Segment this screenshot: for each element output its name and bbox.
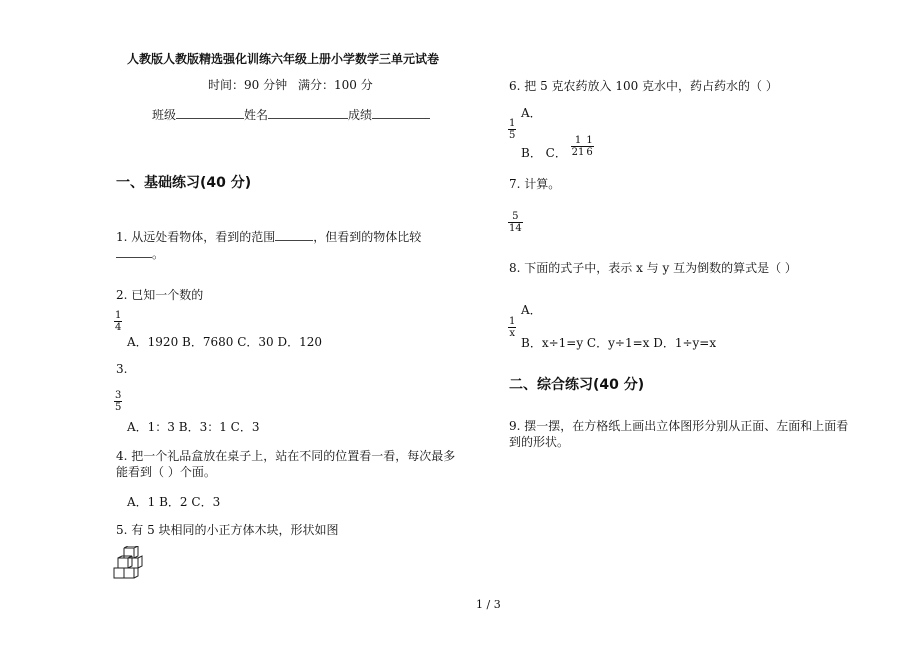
- question-2-fraction: [114, 310, 122, 333]
- cubes-figure: [112, 546, 152, 582]
- question-6-option-a: A．: [521, 106, 542, 120]
- question-8-option-a: A．: [521, 303, 542, 317]
- question-1-text-c: 。: [152, 247, 165, 261]
- fraction-numerator: 1: [509, 316, 516, 327]
- question-7-fraction: [508, 211, 523, 234]
- name-label: 姓名: [244, 108, 269, 122]
- section-heading-2: 二、综合练习(40 分): [509, 377, 645, 393]
- question-6: 6. 把 5 克农药放入 100 克水中，药占药水的（ ）: [509, 79, 778, 93]
- fraction-numerator: 1: [586, 135, 593, 146]
- fraction-numerator: 1: [509, 118, 516, 129]
- grade-label: 成绩: [348, 108, 373, 122]
- fraction-denominator: 5: [509, 130, 516, 141]
- question-1-text-b: ，但看到的物体比较: [313, 230, 422, 244]
- question-6-fraction-a: [508, 118, 516, 141]
- question-2: 2. 已知一个数的: [116, 288, 204, 302]
- class-label: 班级: [152, 108, 177, 122]
- question-1: [116, 228, 421, 245]
- section-heading-1: 一、基础练习(40 分): [116, 175, 252, 191]
- question-1-text-a: 1. 从远处看物体，看到的范围: [116, 230, 276, 244]
- exam-time: 时间：90 分钟: [208, 78, 288, 92]
- student-info-row: [152, 106, 430, 123]
- question-3: 3.: [116, 362, 128, 376]
- stacked-cubes-icon: [112, 546, 152, 582]
- question-1-blank-2[interactable]: [116, 245, 152, 258]
- question-1-line2: [116, 245, 164, 262]
- grade-blank[interactable]: [372, 106, 430, 119]
- fraction-denominator: 4: [115, 322, 122, 333]
- question-7: 7. 计算。: [509, 177, 561, 191]
- class-blank[interactable]: [176, 106, 244, 119]
- fraction-denominator: 5: [115, 402, 122, 413]
- fraction-numerator: 5: [508, 211, 523, 223]
- question-6-options-bc: [521, 135, 594, 161]
- question-4-line2: 能看到（ ）个面。: [116, 465, 216, 479]
- exam-score: 满分：100 分: [298, 78, 373, 92]
- question-8-fraction-a: [508, 316, 516, 339]
- question-9-line2: 到的形状。: [509, 435, 570, 449]
- question-4-line1: 4. 把一个礼品盒放在桌子上，站在不同的位置看一看，每次最多: [116, 449, 456, 463]
- question-4-options: A．1 B．2 C．3: [127, 495, 221, 509]
- question-8: 8. 下面的式子中，表示 x 与 y 互为倒数的算式是（ ）: [509, 261, 797, 275]
- question-6-bc-label: B． C．: [521, 146, 567, 160]
- page-number: 1 / 3: [476, 598, 501, 611]
- fraction-numerator: 1: [115, 310, 122, 321]
- question-9-line1: 9. 摆一摆，在方格纸上画出立体图形分别从正面、左面和上面看: [509, 419, 849, 433]
- fraction-denominator: x: [509, 328, 515, 339]
- question-5: 5. 有 5 块相同的小正方体木块，形状如图: [116, 523, 339, 537]
- fraction-denominator: 6: [586, 147, 593, 158]
- question-3-options: A．1：3 B．3：1 C．3: [127, 420, 260, 434]
- question-1-blank-1[interactable]: [275, 228, 313, 241]
- fraction-denominator: 21: [571, 147, 585, 158]
- page-title: 人教版人教版精选强化训练六年级上册小学数学三单元试卷: [127, 52, 440, 66]
- fraction-denominator: 14: [509, 223, 522, 234]
- fraction-numerator: 1: [571, 135, 586, 147]
- question-3-fraction: [114, 390, 122, 413]
- question-8-options: B．x÷1=y C．y÷1=x D．1÷y=x: [521, 336, 717, 350]
- question-2-options: A．1920 B．7680 C．30 D．120: [127, 335, 322, 349]
- name-blank[interactable]: [268, 106, 348, 119]
- fraction-numerator: 3: [115, 390, 122, 401]
